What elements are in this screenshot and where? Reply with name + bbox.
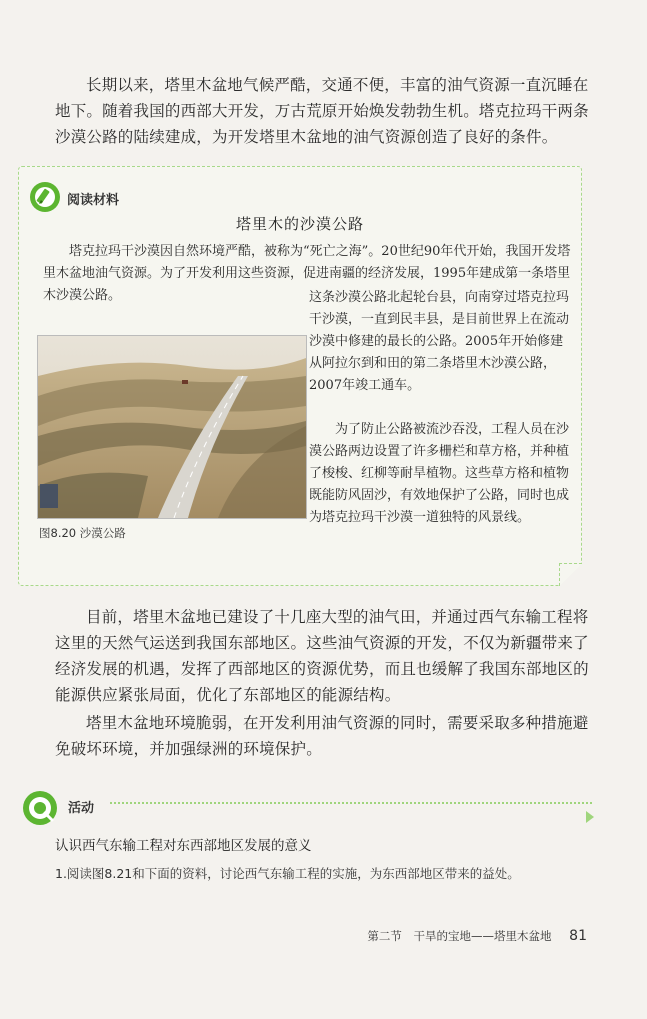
activity-divider (110, 802, 592, 804)
figure-caption: 图8.20 沙漠公路 (39, 526, 126, 540)
activity-header (22, 790, 592, 826)
desert-road-image (38, 336, 306, 518)
paragraph-2: 目前，塔里木盆地已建设了十几座大型的油气田，并通过西气东输工程将这里的天然气运送到我国东部地区。这些油气资源的开发，不仅为新疆带来了经济发展的机遇，发挥了西部地区的资源优势，而且也缓解了我国东部地区的能源供应紧张局面，优化了东部地区的能源结构。 (55, 608, 589, 704)
reading-text-part1: 塔克拉玛干沙漠因自然环境严酷，被称为“死亡之海”。20世纪90年代开始，我国开发塔里木盆地油气资源。为了开发利用这些资源，促进南疆的经济发展，1995年建成第一条塔里木沙漠公路。 (43, 244, 571, 303)
reading-title: 塔里木的沙漠公路 (235, 215, 364, 233)
page-number: 81 (569, 928, 587, 944)
pencil-badge-icon (29, 181, 61, 213)
footer-chapter: 第二节 (367, 929, 402, 943)
reading-material-box (18, 166, 582, 586)
reading-badge-label: 阅读材料 (67, 193, 120, 208)
activity-badge-label: 活动 (68, 801, 95, 816)
desert-road-photo (37, 335, 307, 519)
page-fold-corner (559, 563, 582, 586)
activity-question-1: 1.阅读图8.21和下面的资料，讨论西气东输工程的实施，为东西部地区带来的益处。 (55, 866, 520, 881)
arrow-right-icon (586, 811, 594, 823)
intro-paragraph: 长期以来，塔里木盆地气候严酷，交通不便，丰富的油气资源一直沉睡在地下。随着我国的西部大开发，万古荒原开始焕发勃勃生机。塔克拉玛干两条沙漠公路的陆续建成，为开发塔里木盆地的油气资源创造了良好的条件。 (55, 76, 589, 146)
reading-text-part2: 这条沙漠公路北起轮台县，向南穿过塔克拉玛干沙漠，一直到民丰县，是目前世界上在流动沙漠中修建的最长的公路。2005年开始修建从阿拉尔到和田的第二条塔里木沙漠公路，2007年竣工通车。 (309, 290, 570, 393)
reading-text-part3: 为了防止公路被流沙吞没，工程人员在沙漠公路两边设置了许多栅栏和草方格，并种植了梭梭、红柳等耐旱植物。这些草方格和植物既能防风固沙，有效地保护了公路，同时也成为塔克拉玛干沙漠一道独特的风景线。 (309, 422, 570, 525)
footer-section-title: 干旱的宝地——塔里木盆地 (413, 929, 552, 943)
activity-heading: 认识西气东输工程对东西部地区发展的意义 (55, 838, 312, 854)
paragraph-3: 塔里木盆地环境脆弱，在开发利用油气资源的同时，需要采取多种措施避免破坏环境，并加强绿洲的环境保护。 (55, 714, 589, 758)
activity-badge-icon (22, 790, 58, 826)
page-footer (367, 928, 587, 944)
